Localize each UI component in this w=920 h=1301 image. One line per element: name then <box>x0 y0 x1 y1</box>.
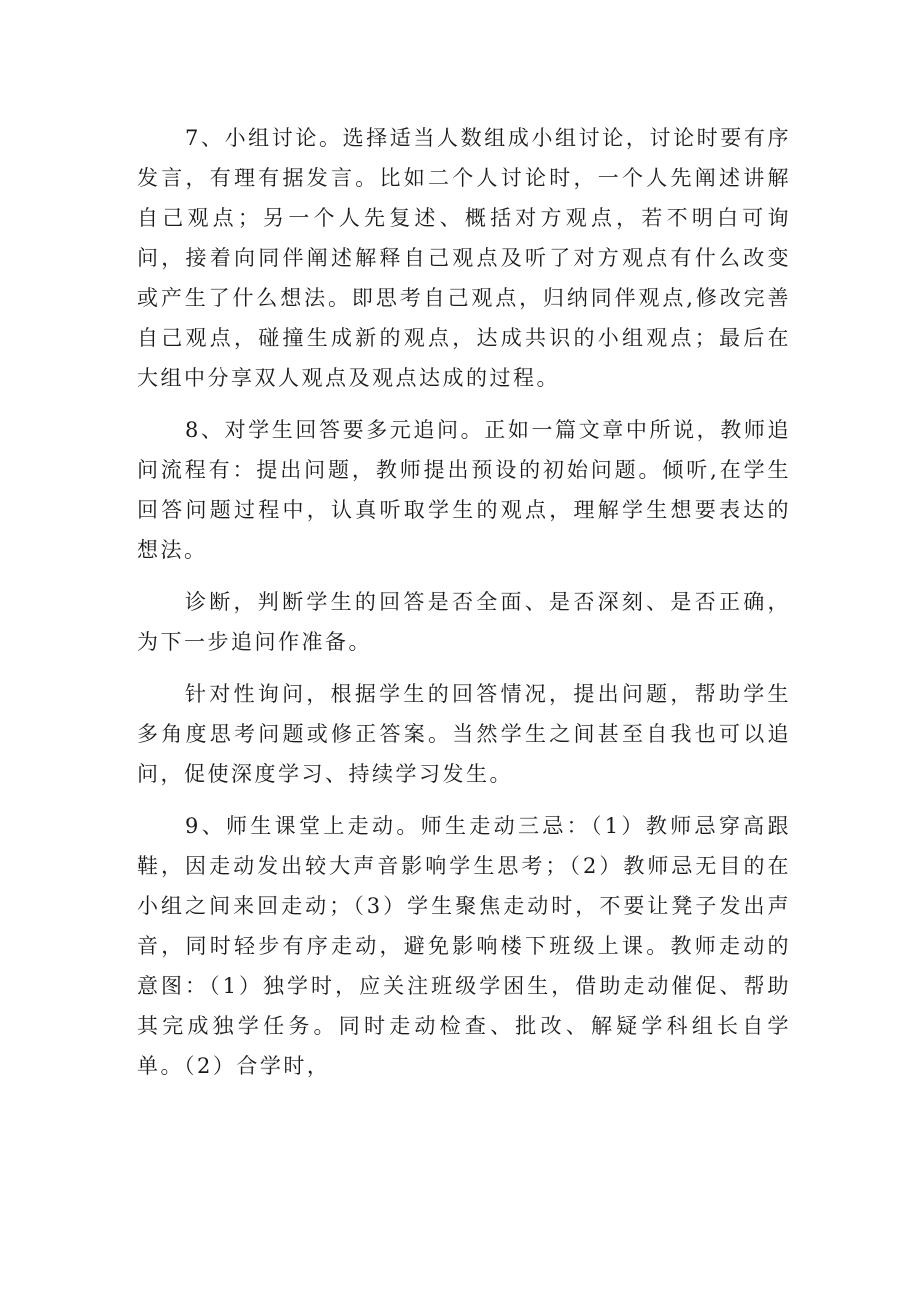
document-body <box>137 118 791 1086</box>
paragraph-classroom-movement: 9、师生课堂上走动。师生走动三忌：（1）教师忌穿高跟鞋，因走动发出较大声音影响学生思考；（2）教师忌无目的在小组之间来回走动；（3）学生聚焦走动时，不要让凳子发出声音，同时轻步有序走动，避免影响楼下班级上课。教师走动的意图：（1）独学时，应关注班级学困生，借助走动催促、帮助其完成独学任务。同时走动检查、批改、解疑学科组长自学单。（2）合学时， <box>137 814 791 1078</box>
paragraph-targeted-inquiry: 针对性询问，根据学生的回答情况，提出问题，帮助学生多角度思考问题或修正答案。当然学生之间甚至自我也可以追问，促使深度学习、持续学习发生。 <box>137 682 791 786</box>
paragraph-group-discussion: 7、小组讨论。选择适当人数组成小组讨论，讨论时要有序发言，有理有据发言。比如二个人讨论时，一个人先阐述讲解自己观点；另一个人先复述、概括对方观点，若不明白可询问，接着向同伴阐述解释自己观点及听了对方观点有什么改变或产生了什么想法。即思考自己观点，归纳同伴观点,修改完善自己观点，碰撞生成新的观点，达成共识的小组观点；最后在大组中分享双人观点及观点达成的过程。 <box>137 126 791 390</box>
paragraph-follow-up-questions: 8、对学生回答要多元追问。正如一篇文章中所说，教师追问流程有：提出问题，教师提出预设的初始问题。倾听,在学生回答问题过程中，认真听取学生的观点，理解学生想要表达的想法。 <box>137 418 791 562</box>
paragraph-diagnosis: 诊断，判断学生的回答是否全面、是否深刻、是否正确，为下一步追问作准备。 <box>137 590 791 654</box>
